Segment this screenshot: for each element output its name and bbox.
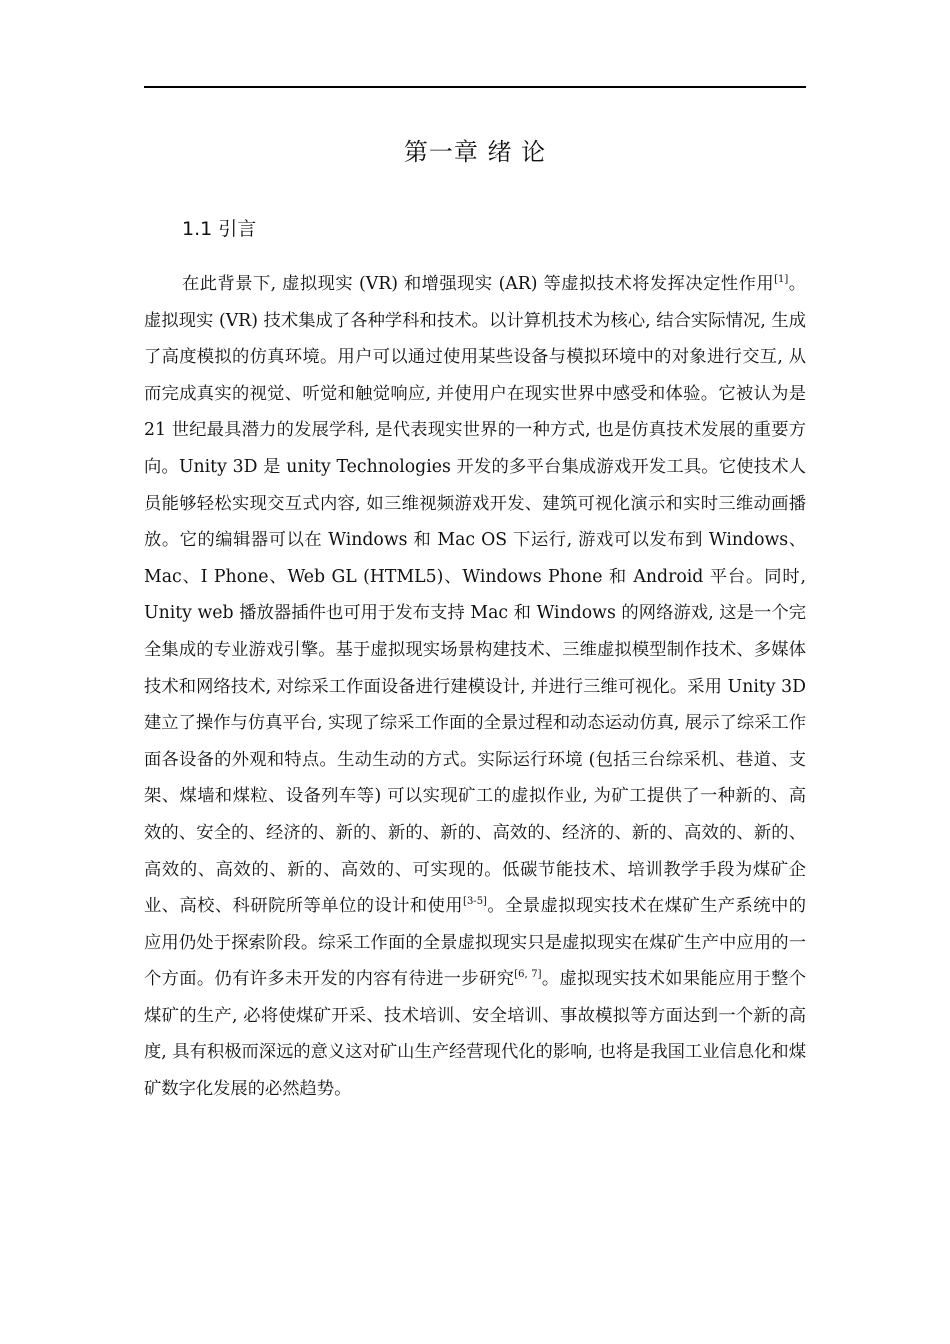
citation-ref: [3-5] <box>463 896 487 908</box>
paragraph-text: 。虚拟现实 (VR) 技术集成了各种学科和技术。以计算机技术为核心, 结合实际情况, 生成了高度模拟的仿真环境。用户可以通过使用某些设备与模拟环境中的对象进行交互, 从而完成真实的视觉、听觉和触觉响应, 并使用户在现实世界中感受和体验。它被认为是21 世纪最具潜力的发展学科, 是代表现实世界的一种方式, 也是仿真技术发展的重要方向。Unity 3D 是 unity Technologies 开发的多平台集成游戏开发工具。它使技术人员能够轻松实现交互式内容, 如三维视频游戏开发、建筑可视化演示和实时三维动画播放。它的编辑器可以在 Windows 和 Mac OS 下运行, 游戏可以发布到 Windows、Mac、I Phone、Web GL (HTML5)、Windows Phone 和 Android 平台。同时, Unity web 播放器插件也可用于发布支持 Mac 和 Windows 的网络游戏, 这是一个完全集成的专业游戏引擎。基于虚拟现实场景构建技术、三维虚拟模型制作技术、多媒体技术和网络技术, 对综采工作面设备进行建模设计, 并进行三维可视化。采用 Unity 3D 建立了操作与仿真平台, 实现了综采工作面的全景过程和动态运动仿真, 展示了综采工作面各设备的外观和特点。生动生动的方式。实际运行环境 (包括三台综采机、巷道、支架、煤墙和煤粒、设备列车等) 可以实现矿工的虚拟作业, 为矿工提供了一种新的、高效的、安全的、经济的、新的、新的、新的、高效的、经济的、新的、高效的、新的、高效的、高效的、新的、高效的、可实现的。低碳节能技术、培训教学手段为煤矿企业、高校、科研院所等单位的设计和使用 <box>144 274 806 917</box>
section-heading: 1.1 引言 <box>182 218 257 240</box>
chapter-title: 第一章 绪 论 <box>403 138 547 166</box>
paragraph-text: 。虚拟现实技术如果能应用于整个煤矿的生产, 必将使煤矿开采、技术培训、安全培训、事故模拟等方面达到一个新的高度, 具有积极而深远的意义这对矿山生产经营现代化的影响, 也将是我国工业信息化和煤矿数字化发展的必然趋势。 <box>144 969 806 1100</box>
paragraph-text: 。全景虚拟现实技术在煤矿生产系统中的应用仍处于探索阶段。综采工作面的全景虚拟现实只是虚拟现实在煤矿生产中应用的一个方面。仍有许多未开发的内容有待进一步研究 <box>144 896 806 990</box>
citation-ref: [1] <box>774 274 789 285</box>
body-paragraph <box>144 266 806 1108</box>
header-rule <box>144 86 806 88</box>
citation-ref: [6, 7] <box>514 969 542 981</box>
paragraph-text: 在此背景下, 虚拟现实 (VR) 和增强现实 (AR) 等虚拟技术将发挥决定性作用 <box>182 274 775 294</box>
